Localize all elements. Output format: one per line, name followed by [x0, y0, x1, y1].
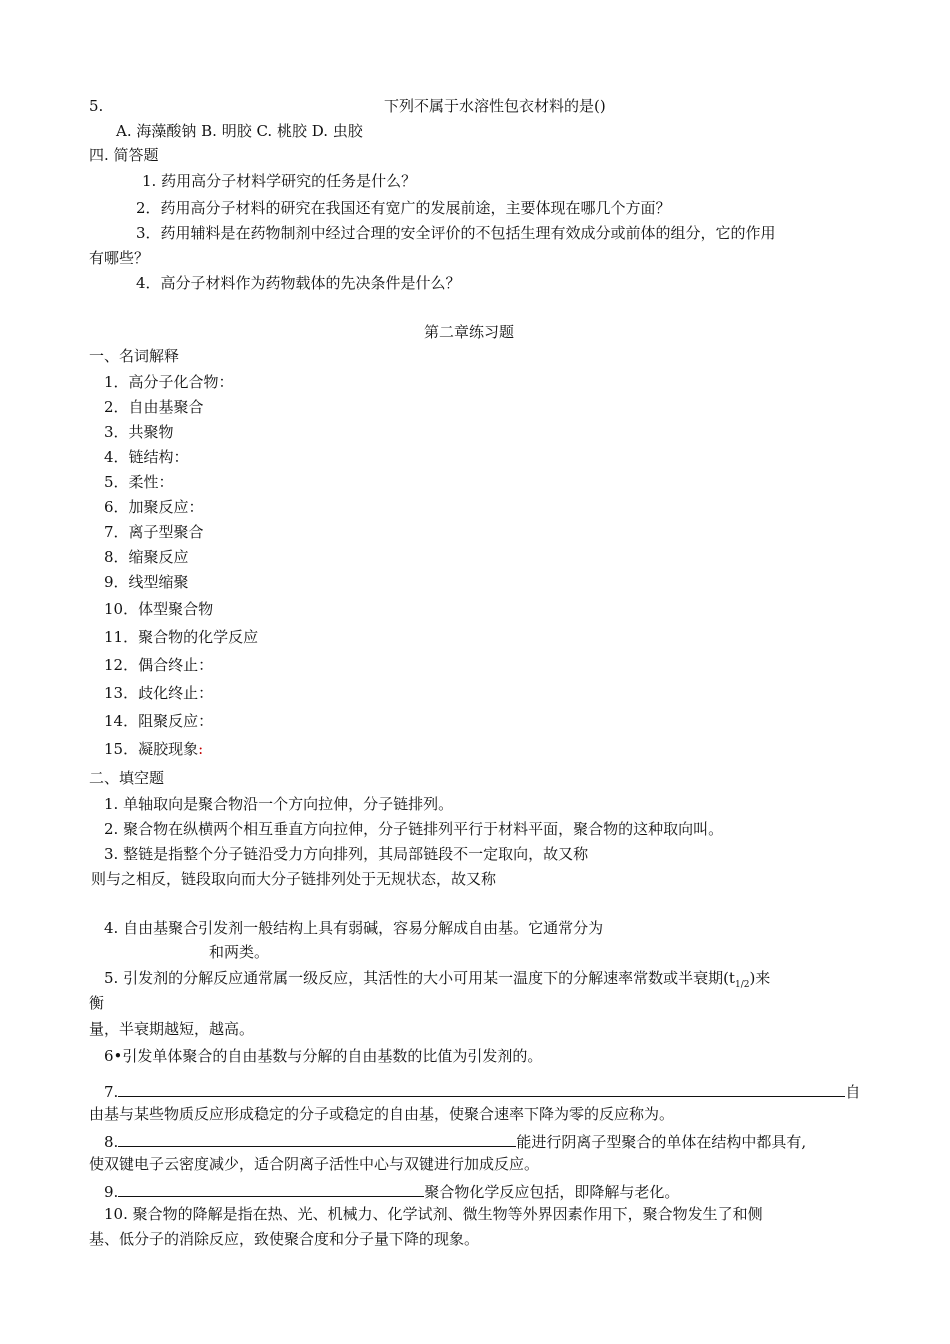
term-item-mark: : [198, 740, 204, 758]
answer-blank[interactable] [118, 1082, 845, 1097]
term-item: 4．链结构： [104, 448, 189, 466]
term-item: 8．缩聚反应 [104, 548, 189, 566]
question-5-number: 5. [89, 97, 104, 115]
answer-blank[interactable] [118, 1182, 424, 1197]
fill-item-5-continued: 量，半衰期越短，越高。 [89, 1020, 255, 1038]
fill-item-2: 2. 聚合物在纵横两个相互垂直方向拉伸，分子链排列平行于材料平面，聚合物的这种取向叫。 [104, 820, 724, 838]
term-item: 2．自由基聚合 [104, 398, 204, 416]
fill-item-6: 6•引发单体聚合的自由基数与分解的自由基数的比值为引发剂的。 [104, 1047, 543, 1065]
fill-item-4b: 和两类。 [209, 943, 270, 961]
term-item: 7．离子型聚合 [104, 523, 204, 541]
term-item: 13．歧化终止： [104, 684, 214, 702]
fill-item-5-tail: )来 [749, 969, 771, 987]
fill-item-7-number: 7. [104, 1083, 119, 1101]
section-2-title: 二、填空题 [89, 769, 165, 787]
section-4-title: 四. 简答题 [89, 146, 159, 164]
fill-item-9-number: 9. [104, 1183, 119, 1201]
fill-item-5-wrap: 衡 [89, 994, 105, 1012]
fill-item-3b: 则与之相反，链段取向而大分子链排列处于无规状态，故又称 [91, 870, 497, 888]
fill-item-7b: 由基与某些物质反应形成稳定的分子或稳定的自由基，使聚合速率下降为零的反应称为。 [89, 1105, 675, 1123]
fill-item-1: 1. 单轴取向是聚合物沿一个方向拉伸，分子链排列。 [104, 795, 454, 813]
fill-item-10b: 基、低分子的消除反应，致使聚合度和分子量下降的现象。 [89, 1230, 480, 1248]
fill-item-5a [104, 971, 770, 990]
fill-item-8-text: 能进行阴离子型聚合的单体在结构中都具有, [516, 1133, 807, 1151]
fill-item-8a [104, 1132, 806, 1150]
answer-blank[interactable] [118, 1132, 516, 1147]
short-answer-item-continued: 有哪些？ [89, 249, 150, 267]
term-item: 12．偶合终止： [104, 656, 214, 674]
term-item: 11．聚合物的化学反应 [104, 628, 259, 646]
fill-item-7a [104, 1082, 860, 1100]
term-item [104, 742, 203, 757]
question-5-options: A. 海藻酸钠 B. 明胶 C. 桃胶 D. 虫胶 [116, 122, 363, 140]
question-5-stem: 下列不属于水溶性包衣材料的是() [384, 97, 606, 115]
fill-item-3a: 3. 整链是指整个分子链沿受力方向排列，其局部链段不一定取向，故又称 [104, 845, 589, 863]
term-item: 3．共聚物 [104, 423, 174, 441]
fill-item-8-number: 8. [104, 1133, 119, 1151]
term-item: 10．体型聚合物 [104, 600, 214, 618]
fill-item-9 [104, 1182, 679, 1200]
fill-item-10a: 10. 聚合物的降解是指在热、光、机械力、化学试剂、微生物等外界因素作用下，聚合物发生了和侧 [104, 1205, 763, 1223]
fill-item-9-text: 聚合物化学反应包括，即降解与老化。 [424, 1183, 680, 1201]
chapter-title: 第二章练习题 [424, 323, 515, 341]
section-1-title: 一、名词解释 [89, 347, 180, 365]
fill-item-4a: 4. 自由基聚合引发剂一般结构上具有弱碱，容易分解成自由基。它通常分为 [104, 919, 604, 937]
term-item-text: 15．凝胶现象 [104, 740, 199, 758]
term-item: 5．柔性： [104, 473, 174, 491]
fill-item-7-tail: 自 [845, 1083, 861, 1101]
fill-item-5-text: 5. 引发剂的分解反应通常属一级反应，其活性的大小可用某一温度下的分解速率常数或半衰期(t [104, 969, 735, 987]
half-life-subscript: 1/2 [734, 980, 750, 990]
short-answer-item: 2．药用高分子材料的研究在我国还有宽广的发展前途，主要体现在哪几个方面？ [136, 199, 671, 217]
fill-item-8b: 使双键电子云密度减少，适合阴离子活性中心与双键进行加成反应。 [89, 1155, 540, 1173]
term-item: 1．高分子化合物： [104, 373, 234, 391]
short-answer-item: 1. 药用高分子材料学研究的任务是什么？ [142, 172, 417, 190]
short-answer-item: 3．药用辅料是在药物制剂中经过合理的安全评价的不包括生理有效成分或前体的组分，它的作用 [136, 224, 776, 242]
term-item: 9．线型缩聚 [104, 573, 189, 591]
term-item: 14．阻聚反应： [104, 712, 214, 730]
short-answer-item: 4．高分子材料作为药物载体的先决条件是什么？ [136, 274, 461, 292]
term-item: 6．加聚反应： [104, 498, 204, 516]
